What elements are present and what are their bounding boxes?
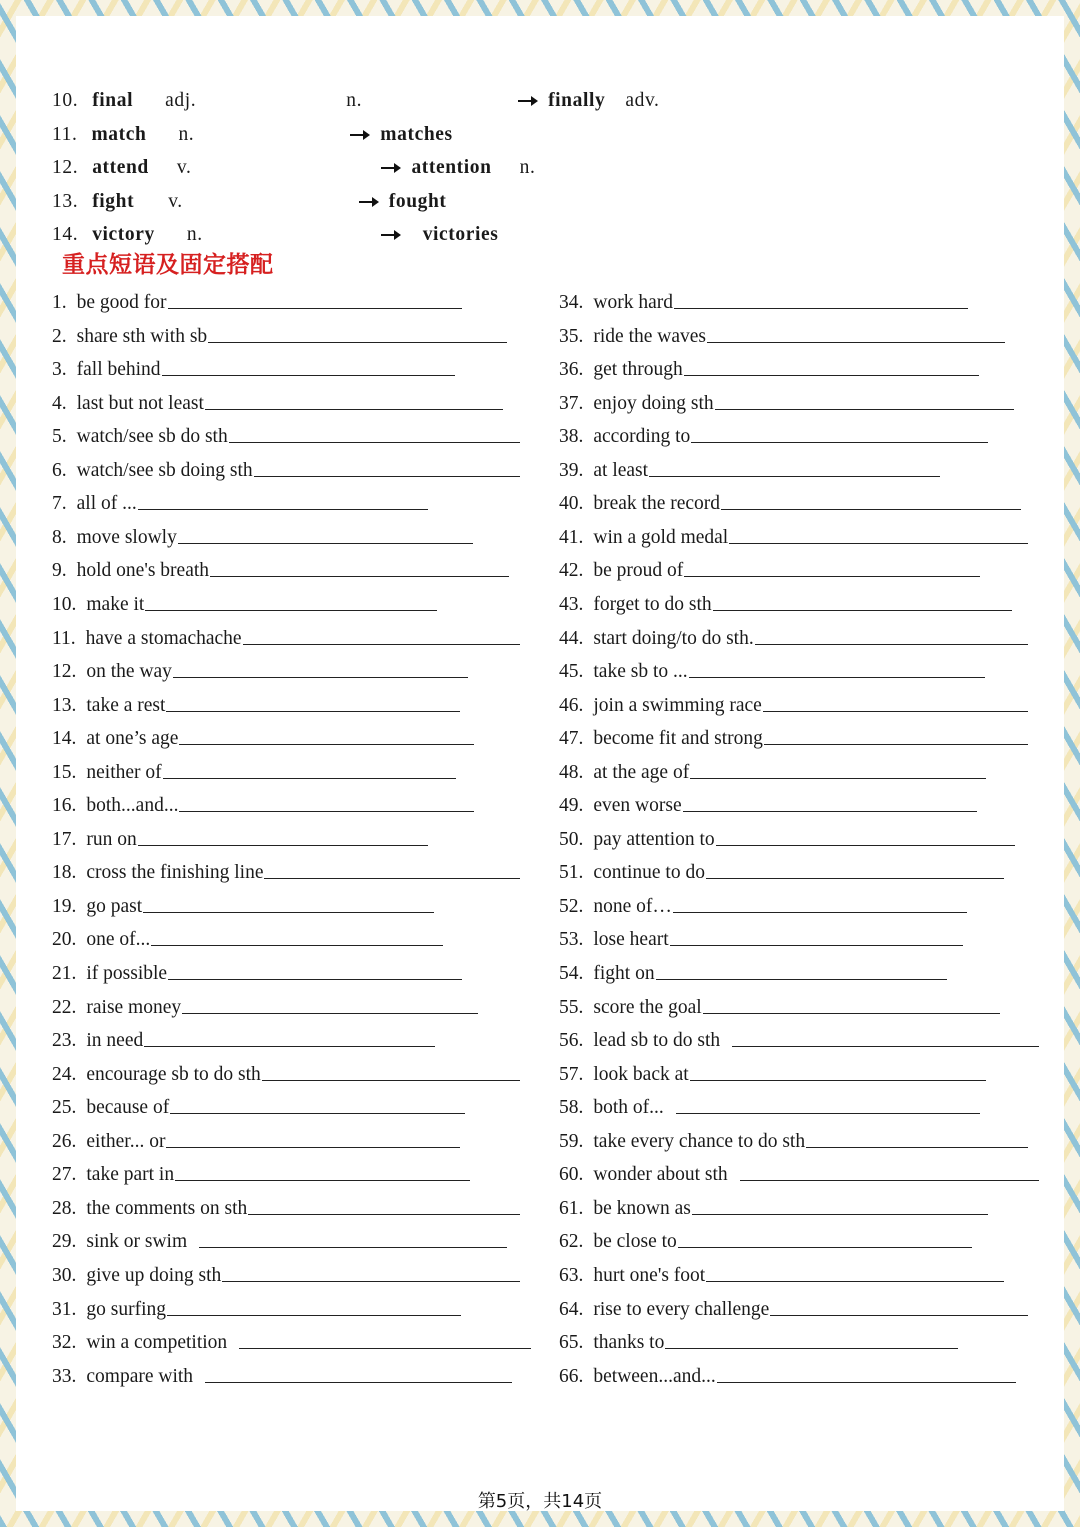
phrase-text: sink or swim: [86, 1231, 188, 1253]
phrase-text: compare with: [86, 1365, 194, 1387]
phrase-row: [52, 888, 434, 918]
answer-blank[interactable]: [684, 575, 980, 577]
word-form-row: [52, 216, 648, 246]
answer-blank[interactable]: [721, 508, 1021, 510]
answer-blank[interactable]: [690, 1079, 986, 1081]
item-number: 26.: [52, 1130, 77, 1152]
item-number: 13.: [52, 694, 77, 716]
phrase-text: lead sb to do sth: [593, 1030, 721, 1052]
phrase-text: on the way: [86, 661, 172, 683]
phrase-row: [559, 620, 1028, 650]
answer-blank[interactable]: [656, 978, 947, 980]
headword: match: [91, 124, 147, 145]
phrase-text: win a competition: [86, 1332, 228, 1354]
phrase-row: [559, 720, 1028, 750]
phrase-text: take a rest: [86, 694, 166, 716]
item-number: 36.: [559, 359, 584, 381]
phrase-text: forget to do sth: [593, 593, 712, 615]
answer-blank[interactable]: [179, 810, 474, 812]
target-word: victories: [422, 224, 499, 245]
item-number: 46.: [559, 694, 584, 716]
phrase-text: score the goal: [593, 996, 702, 1018]
answer-blank[interactable]: [665, 1347, 958, 1349]
item-number: 9.: [52, 560, 67, 582]
phrase-row: [52, 955, 462, 985]
phrase-text: be known as: [593, 1197, 691, 1219]
item-number: 35.: [559, 325, 584, 347]
answer-blank[interactable]: [143, 911, 434, 913]
phrase-row: [559, 1022, 1039, 1052]
phrase-row: [52, 854, 520, 884]
phrase-text: ride the waves: [593, 325, 706, 347]
answer-blank[interactable]: [692, 1213, 988, 1215]
phrase-row: [559, 687, 1028, 717]
item-number: 48.: [559, 761, 584, 783]
answer-blank[interactable]: [717, 1381, 1016, 1383]
phrase-row: [52, 1324, 531, 1354]
answer-blank[interactable]: [254, 475, 520, 477]
answer-blank[interactable]: [167, 1314, 461, 1316]
arrow-icon: [381, 234, 399, 236]
item-number: 51.: [559, 862, 584, 884]
phrase-text: make it: [86, 593, 145, 615]
answer-blank[interactable]: [713, 609, 1012, 611]
answer-blank[interactable]: [229, 441, 520, 443]
phrase-text: neither of: [86, 761, 162, 783]
item-number: 54.: [559, 963, 584, 984]
item-number: 13.: [52, 191, 79, 212]
item-number: 53.: [559, 929, 584, 951]
phrase-row: [559, 284, 968, 314]
phrase-row: [559, 821, 1015, 851]
item-number: 25.: [52, 1097, 77, 1119]
phrase-row: [52, 586, 437, 616]
phrase-row: [52, 452, 520, 482]
answer-blank[interactable]: [706, 877, 1004, 879]
phrase-text: enjoy doing sth: [593, 392, 714, 414]
answer-blank[interactable]: [205, 408, 503, 410]
phrase-row: [52, 1056, 520, 1086]
phrase-row: [52, 284, 462, 314]
item-number: 58.: [559, 1097, 584, 1119]
item-number: 29.: [52, 1231, 77, 1253]
target-word: finally: [548, 90, 606, 111]
part-of-speech: n.: [346, 90, 363, 111]
phrase-text: wonder about sth: [593, 1164, 728, 1186]
answer-blank[interactable]: [145, 609, 437, 611]
headword: final: [92, 90, 134, 111]
answer-blank[interactable]: [729, 542, 1028, 544]
answer-blank[interactable]: [684, 374, 979, 376]
answer-blank[interactable]: [162, 374, 455, 376]
phrase-row: [559, 1156, 1039, 1186]
item-number: 37.: [559, 392, 584, 414]
phrase-row: [52, 1190, 520, 1220]
phrase-row: [559, 1190, 988, 1220]
item-number: 14.: [52, 224, 79, 245]
answer-blank[interactable]: [168, 307, 462, 309]
phrase-row: [559, 318, 1005, 348]
phrase-row: [559, 418, 988, 448]
answer-blank[interactable]: [806, 1146, 1028, 1148]
phrase-text: be good for: [76, 292, 167, 313]
phrase-text: hurt one's foot: [593, 1264, 706, 1286]
item-number: 8.: [52, 526, 67, 548]
answer-blank[interactable]: [175, 1179, 470, 1181]
item-number: 23.: [52, 1030, 77, 1052]
phrase-text: all of ...: [76, 493, 137, 515]
phrase-text: have a stomachache: [85, 627, 242, 649]
answer-blank[interactable]: [683, 810, 977, 812]
part-of-speech: adj.: [165, 90, 197, 111]
phrase-row: [52, 1123, 460, 1153]
phrase-row: [559, 921, 963, 951]
phrase-row: [52, 1257, 520, 1287]
item-number: 44.: [559, 627, 584, 649]
item-number: 20.: [52, 929, 77, 951]
item-number: 12.: [52, 661, 77, 683]
phrase-row: [559, 754, 986, 784]
phrase-row: [559, 452, 940, 482]
phrase-row: [559, 1324, 958, 1354]
phrase-text: be proud of: [593, 560, 684, 582]
item-number: 1.: [52, 292, 67, 313]
answer-blank[interactable]: [707, 341, 1005, 343]
phrase-text: if possible: [86, 963, 168, 984]
item-number: 11.: [52, 124, 78, 145]
item-number: 5.: [52, 426, 67, 448]
phrase-row: [52, 989, 478, 1019]
phrase-text: watch/see sb do sth: [76, 426, 228, 448]
phrase-text: either... or: [86, 1130, 166, 1152]
phrase-row: [52, 1089, 465, 1119]
answer-blank[interactable]: [179, 743, 474, 745]
answer-blank[interactable]: [243, 643, 520, 645]
phrase-text: look back at: [593, 1063, 689, 1085]
phrase-row: [52, 552, 509, 582]
phrase-row: [52, 1022, 435, 1052]
target-word: attention: [411, 157, 492, 178]
answer-blank[interactable]: [138, 844, 428, 846]
phrase-text: fall behind: [76, 359, 161, 381]
phrase-text: win a gold medal: [593, 526, 729, 548]
word-form-row: [52, 116, 605, 146]
item-number: 56.: [559, 1030, 584, 1052]
item-number: 27.: [52, 1164, 77, 1186]
item-number: 38.: [559, 426, 584, 448]
answer-blank[interactable]: [770, 1314, 1028, 1316]
phrase-text: according to: [593, 426, 691, 448]
page-footer: 第5页，共14页: [477, 1491, 603, 1512]
target-word: matches: [380, 124, 453, 145]
answer-blank[interactable]: [649, 475, 940, 477]
phrase-row: [52, 821, 428, 851]
phrase-row: [559, 1123, 1028, 1153]
phrase-text: work hard: [593, 292, 673, 313]
item-number: 63.: [559, 1264, 584, 1286]
phrase-text: the comments on sth: [86, 1197, 248, 1219]
answer-blank[interactable]: [138, 508, 428, 510]
phrase-text: rise to every challenge: [593, 1298, 770, 1320]
answer-blank[interactable]: [144, 1045, 435, 1047]
phrase-row: [559, 653, 985, 683]
answer-blank[interactable]: [674, 307, 968, 309]
item-number: 24.: [52, 1063, 77, 1085]
item-number: 57.: [559, 1063, 584, 1085]
phrase-row: [559, 552, 980, 582]
answer-blank[interactable]: [706, 1280, 1004, 1282]
item-number: 10.: [52, 593, 77, 615]
item-number: 40.: [559, 493, 584, 515]
arrow-icon: [518, 100, 536, 102]
phrase-text: watch/see sb doing sth: [76, 459, 253, 481]
item-number: 7.: [52, 493, 67, 515]
phrase-row: [52, 485, 428, 515]
phrase-text: cross the finishing line: [86, 862, 264, 884]
item-number: 33.: [52, 1365, 77, 1387]
answer-blank[interactable]: [222, 1280, 520, 1282]
answer-blank[interactable]: [763, 710, 1028, 712]
answer-blank[interactable]: [151, 944, 443, 946]
answer-blank[interactable]: [670, 944, 963, 946]
phrase-text: both of...: [593, 1097, 664, 1119]
item-number: 39.: [559, 459, 584, 481]
item-number: 41.: [559, 526, 584, 548]
part-of-speech: n.: [186, 224, 203, 245]
item-number: 4.: [52, 392, 67, 414]
headword: attend: [92, 157, 149, 178]
answer-blank[interactable]: [205, 1381, 512, 1383]
phrase-text: both...and...: [86, 795, 179, 817]
phrase-row: [52, 1156, 470, 1186]
phrase-text: run on: [86, 828, 137, 850]
phrase-row: [559, 485, 1021, 515]
item-number: 14.: [52, 728, 77, 750]
answer-blank[interactable]: [199, 1246, 507, 1248]
phrase-row: [559, 519, 1028, 549]
phrase-text: be close to: [593, 1231, 677, 1253]
part-of-speech: adv.: [625, 90, 660, 111]
phrase-row: [559, 1291, 1028, 1321]
phrase-row: [559, 1056, 986, 1086]
answer-blank[interactable]: [239, 1347, 531, 1349]
item-number: 30.: [52, 1264, 77, 1286]
phrase-row: [52, 921, 443, 951]
answer-blank[interactable]: [178, 542, 473, 544]
phrase-text: encourage sb to do sth: [86, 1063, 261, 1085]
answer-blank[interactable]: [262, 1079, 520, 1081]
answer-blank[interactable]: [170, 1112, 465, 1114]
answer-blank[interactable]: [166, 1146, 460, 1148]
answer-blank[interactable]: [210, 575, 509, 577]
phrase-row: [52, 519, 473, 549]
word-form-row: [52, 183, 643, 213]
item-number: 64.: [559, 1298, 584, 1320]
headword: victory: [92, 224, 155, 245]
item-number: 2.: [52, 325, 67, 347]
phrase-text: at one’s age: [86, 728, 179, 750]
arrow-icon: [381, 167, 399, 169]
phrase-row: [52, 653, 468, 683]
phrase-row: [52, 1223, 507, 1253]
item-number: 61.: [559, 1197, 584, 1219]
phrase-text: get through: [593, 359, 683, 381]
answer-blank[interactable]: [689, 676, 985, 678]
word-form-row: [52, 82, 812, 112]
item-number: 65.: [559, 1332, 584, 1354]
word-form-row: [52, 149, 717, 179]
item-number: 31.: [52, 1298, 77, 1320]
phrase-text: last but not least: [76, 392, 204, 414]
answer-blank[interactable]: [703, 1012, 1000, 1014]
phrase-text: share sth with sb: [76, 325, 208, 347]
phrase-text: take sb to ...: [593, 661, 688, 683]
phrase-text: become fit and strong: [593, 728, 763, 750]
phrase-row: [52, 318, 507, 348]
phrase-row: [559, 888, 967, 918]
item-number: 62.: [559, 1231, 584, 1253]
phrase-row: [559, 351, 979, 381]
phrase-row: [559, 1358, 1016, 1388]
phrase-text: take part in: [86, 1164, 175, 1186]
answer-blank[interactable]: [755, 643, 1028, 645]
item-number: 42.: [559, 560, 584, 582]
item-number: 12.: [52, 157, 79, 178]
phrase-text: give up doing sth: [86, 1264, 222, 1286]
item-number: 32.: [52, 1332, 77, 1354]
section-title: 重点短语及固定搭配: [62, 252, 274, 278]
item-number: 28.: [52, 1197, 77, 1219]
answer-blank[interactable]: [168, 978, 462, 980]
phrase-row: [52, 687, 460, 717]
answer-blank[interactable]: [764, 743, 1028, 745]
arrow-icon: [359, 201, 377, 203]
target-word: fought: [388, 191, 447, 212]
answer-blank[interactable]: [676, 1112, 980, 1114]
phrase-row: [52, 1291, 461, 1321]
part-of-speech: v.: [176, 157, 192, 178]
item-number: 49.: [559, 795, 584, 817]
phrase-text: none of…: [593, 895, 672, 917]
phrase-row: [52, 787, 474, 817]
phrase-text: because of: [86, 1097, 170, 1119]
phrase-row: [559, 1223, 972, 1253]
phrase-text: lose heart: [593, 929, 669, 951]
item-number: 34.: [559, 292, 584, 313]
phrase-row: [52, 754, 456, 784]
item-number: 47.: [559, 728, 584, 750]
phrase-row: [52, 385, 503, 415]
phrase-text: one of...: [86, 929, 151, 951]
item-number: 18.: [52, 862, 77, 884]
answer-blank[interactable]: [691, 441, 988, 443]
answer-blank[interactable]: [715, 408, 1014, 410]
answer-blank[interactable]: [166, 710, 460, 712]
item-number: 52.: [559, 895, 584, 917]
phrase-text: fight on: [593, 963, 655, 984]
phrase-row: [559, 854, 1004, 884]
headword: fight: [92, 191, 135, 212]
part-of-speech: v.: [168, 191, 183, 212]
phrase-row: [52, 1358, 512, 1388]
answer-blank[interactable]: [740, 1179, 1039, 1181]
phrase-text: even worse: [593, 795, 682, 817]
phrase-text: thanks to: [593, 1332, 665, 1354]
item-number: 43.: [559, 593, 584, 615]
phrase-row: [559, 1089, 980, 1119]
phrase-row: [559, 385, 1014, 415]
item-number: 10.: [52, 90, 79, 111]
part-of-speech: n.: [178, 124, 195, 145]
item-number: 17.: [52, 828, 77, 850]
answer-blank[interactable]: [678, 1246, 972, 1248]
phrase-row: [52, 418, 520, 448]
phrase-text: start doing/to do sth.: [593, 627, 754, 649]
arrow-icon: [350, 134, 368, 136]
phrase-row: [559, 787, 977, 817]
item-number: 59.: [559, 1130, 584, 1152]
phrase-text: go surfing: [86, 1298, 166, 1320]
part-of-speech: n.: [519, 157, 536, 178]
answer-blank[interactable]: [264, 877, 520, 879]
phrase-row: [559, 955, 947, 985]
item-number: 19.: [52, 895, 77, 917]
answer-blank[interactable]: [716, 844, 1015, 846]
answer-blank[interactable]: [163, 777, 456, 779]
phrase-text: take every chance to do sth: [593, 1130, 806, 1152]
item-number: 21.: [52, 963, 77, 984]
answer-blank[interactable]: [208, 341, 507, 343]
phrase-text: at the age of: [593, 761, 690, 783]
item-number: 22.: [52, 996, 77, 1018]
phrase-text: move slowly: [76, 526, 177, 548]
phrase-text: pay attention to: [593, 828, 715, 850]
item-number: 50.: [559, 828, 584, 850]
item-number: 45.: [559, 661, 584, 683]
item-number: 15.: [52, 761, 77, 783]
phrase-text: join a swimming race: [593, 694, 762, 716]
answer-blank[interactable]: [173, 676, 468, 678]
phrase-text: at least: [593, 459, 649, 481]
phrase-text: in need: [86, 1030, 144, 1052]
phrase-row: [559, 989, 1000, 1019]
answer-blank[interactable]: [673, 911, 967, 913]
phrase-row: [559, 1257, 1004, 1287]
phrase-text: hold one's breath: [76, 560, 210, 582]
item-number: 6.: [52, 459, 67, 481]
phrase-text: raise money: [86, 996, 182, 1018]
phrase-row: [52, 720, 474, 750]
phrase-text: go past: [86, 895, 143, 917]
phrase-row: [559, 586, 1012, 616]
item-number: 3.: [52, 359, 67, 381]
item-number: 16.: [52, 795, 77, 817]
item-number: 11.: [52, 627, 76, 649]
answer-blank[interactable]: [690, 777, 986, 779]
phrase-text: between...and...: [593, 1365, 716, 1387]
phrase-text: break the record: [593, 493, 721, 515]
answer-blank[interactable]: [182, 1012, 478, 1014]
phrase-text: continue to do: [593, 862, 705, 884]
item-number: 66.: [559, 1365, 584, 1387]
item-number: 55.: [559, 996, 584, 1018]
phrase-row: [52, 620, 520, 650]
answer-blank[interactable]: [248, 1213, 520, 1215]
answer-blank[interactable]: [732, 1045, 1039, 1047]
item-number: 60.: [559, 1164, 584, 1186]
phrase-row: [52, 351, 455, 381]
